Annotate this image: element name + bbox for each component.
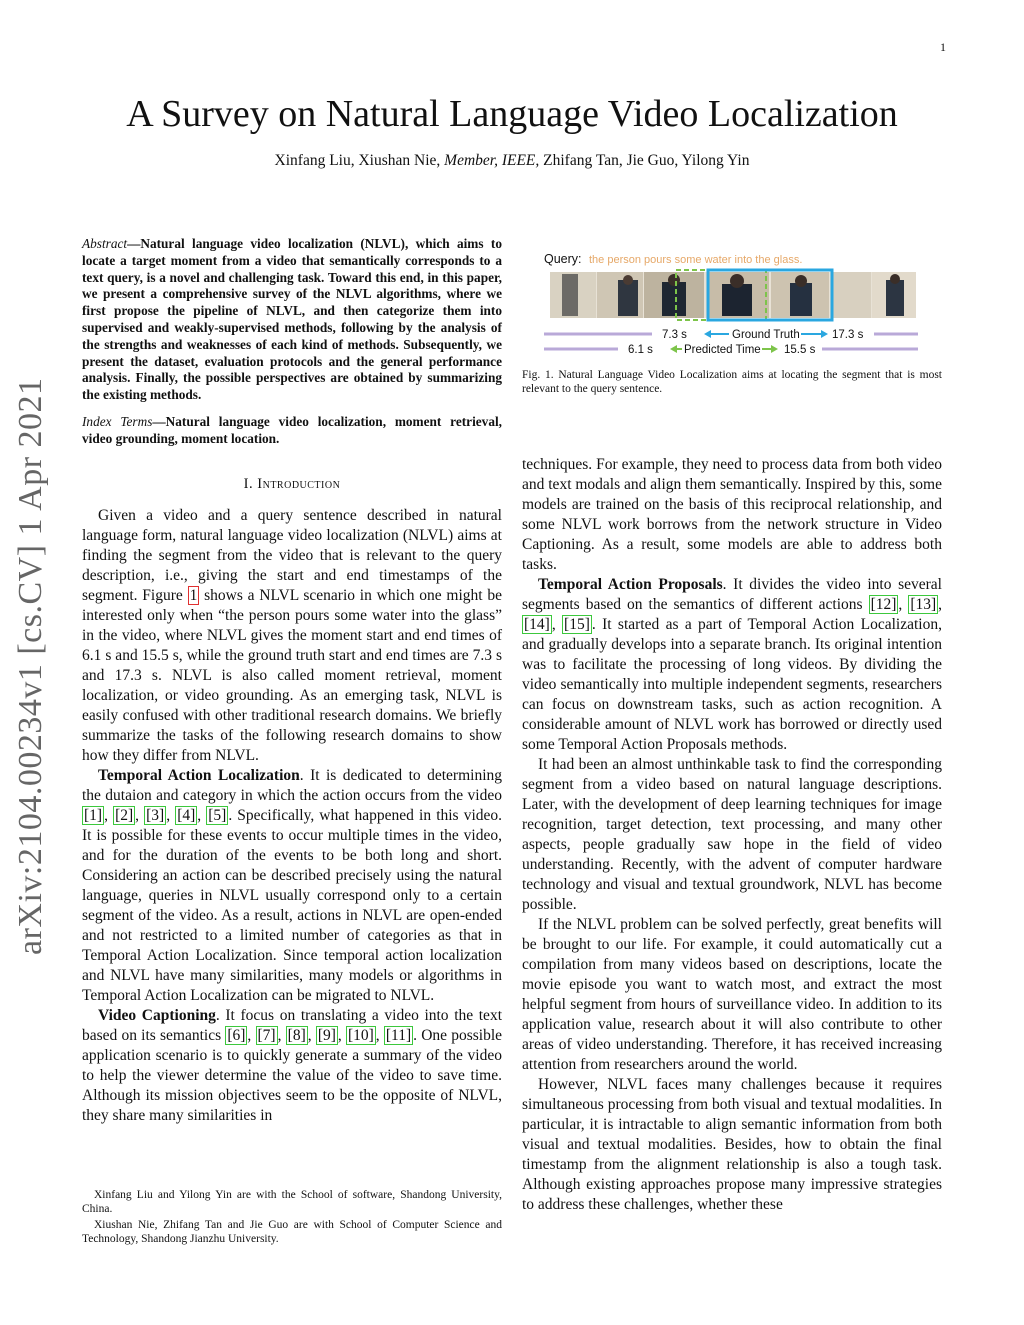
vc-continuation-paragraph: techniques. For example, they need to process data from both video and text modals and align them semantically. Inspired by this, some models are trained on the basis of this reciprocal relationship, and some NLVL work borrows from the network structure in Video Captioning. As a result, some models are able to address both tasks. xyxy=(522,456,942,573)
citation-link[interactable]: [5] xyxy=(208,806,227,824)
query-text: the person pours some water into the glass. xyxy=(589,254,803,266)
ground-truth-start: 7.3 s xyxy=(662,329,687,341)
abstract-lead: Abstract xyxy=(82,236,128,251)
author-list xyxy=(0,152,1024,170)
left-column xyxy=(82,236,502,1126)
tap-heading: Temporal Action Proposals xyxy=(538,576,723,593)
ground-truth-end: 17.3 s xyxy=(832,329,864,341)
arxiv-identifier[interactable]: arXiv:2104.00234v1 [cs.CV] 1 Apr 2021 xyxy=(12,377,49,955)
citation-link[interactable]: [1] xyxy=(84,806,103,824)
intro-text: shows a NLVL scenario in which one might be interested only when “the person pours some water into the glass” in the video, where NLVL gives the moment start and end times of 6.1 s and 15.5 s, while the ground truth start and end times are 7.3 s and 17.3 s. NLVL is also called moment retrieval, moment localization, or video grounding. As an emerging task, NLVL is easily confused with other traditional research domains. We briefly summarize the tasks of the following research domains to show how they differ from NLVL. xyxy=(82,586,503,764)
index-terms xyxy=(82,414,502,448)
predicted-end: 15.5 s xyxy=(784,344,816,356)
authors-part-2: Zhifang Tan, Jie Guo, Yilong Yin xyxy=(543,152,750,169)
figure-1 xyxy=(522,250,942,396)
history-paragraph: It had been an almost unthinkable task to find the corresponding segment from a video based on natural language descriptions. Later, with the development of deep learning techniques for image recognition, target detection, text processing, and many other aspects, people gradually saw hope in the field of video understanding. Recently, with the advent of computer hardware technology and visual and textual groundwork, NLVL has become possible. xyxy=(522,756,942,913)
tal-heading: Temporal Action Localization xyxy=(98,766,300,784)
author-membership: Member, IEEE, xyxy=(444,152,540,169)
ground-truth-label: Ground Truth xyxy=(732,329,800,341)
vc-paragraph: Video Captioning. It focus on translating a video into the text based on its semantics [6] , [7] , [8] , [9] , [10] , [11] . One possible application scenario is to quickly generate a summary of the video to help the viewer determine the value of the video to save time. Although its mission objectives seem to be the opposite of NLVL, they share many similarities in xyxy=(82,1006,503,1124)
figure-reference-link[interactable]: 1 xyxy=(189,586,198,604)
citation-link[interactable]: [12] xyxy=(870,596,897,613)
tal-text: . It is dedicated to determining the dutaion and category in which the action occurs from the video xyxy=(82,766,503,804)
citation-link[interactable]: [14] xyxy=(524,616,550,633)
footnotes xyxy=(82,1188,502,1248)
tap-text: . It started as a part of Temporal Action Localization, and gradually develops into a separate branch. Its original intention was to facilitate the processing of long videos. By dividing the video semantically into multiple independent segments, researchers can focus on downstream tasks, such as action recognition. A considerable amount of NLVL work has borrowed or directly used some Temporal Action Proposals methods. xyxy=(522,616,942,753)
citation-link[interactable]: [3] xyxy=(146,806,165,824)
citation-link[interactable]: [9] xyxy=(317,1026,336,1044)
predicted-start: 6.1 s xyxy=(628,344,653,356)
citation-link[interactable]: [15] xyxy=(564,616,590,633)
paper-title: A Survey on Natural Language Video Localization xyxy=(126,93,898,135)
predicted-label: Predicted Time xyxy=(684,344,761,356)
figure-caption: Fig. 1. Natural Language Video Localization aims at locating the segment that is most relevant to the query sentence. xyxy=(522,369,942,395)
figure-1-illustration xyxy=(522,250,942,360)
vc-text: . It focus on translating a video into the text based on its semantics xyxy=(82,1006,502,1044)
vc-text: . One possible application scenario is to quickly generate a summary of the video to help the viewer determine the value of the video to save time. Although its mission objectives seem to be the opposite of NLVL, they share many similarities in xyxy=(82,1026,503,1124)
tap-paragraph: Temporal Action Proposals. It divides the video into several segments based on the semantics of different actions [12] , [13] , [14] , [15] . It started as a part of Temporal Action Localization, and gradually develops into a separate branch. Its original intention was to facilitate the processing of long videos. By dividing the video semantically into multiple independent segments, researchers can focus on downstream tasks, such as action recognition. A considerable amount of NLVL work has borrowed or directly used some Temporal Action Proposals methods. xyxy=(522,576,943,753)
citation-link[interactable]: [6] xyxy=(227,1026,246,1044)
right-column xyxy=(522,455,942,1215)
intro-paragraph-1 xyxy=(82,506,502,766)
intro-text: Given a video and a query sentence described in natural language form, natural language video localization (NLVL) aims at finding the segment from the video that is relevant to the query description, i.e., giving the start and end timestamps of the segment. Figure xyxy=(82,506,502,604)
tal-text: . Specifically, what happened in this video. It is possible for these events to occur multiple times in the video, and for the duration of the events to be both long and short. Considering an action can be described precisely using the natural language, queries in NLVL usually correspond only to a certain segment of the video. As a result, actions in NLVL are open-ended and not restricted to a limited number of categories as that in Temporal Action Localization. Since temporal action localization and NLVL have many similarities, many models or algorithms in Temporal Action Localization can be migrated to NLVL. xyxy=(82,806,503,1004)
query-label: Query: xyxy=(544,252,582,266)
index-terms-lead: Index Terms xyxy=(82,413,153,429)
tap-text: . It divides the video into several segments based on the semantics of different actions xyxy=(522,576,942,613)
footnote: Xinfang Liu and Yilong Yin are with the School of software, Shandong University, China. xyxy=(82,1189,502,1215)
page-number: 1 xyxy=(940,40,946,54)
vc-heading: Video Captioning xyxy=(98,1006,216,1024)
section-title: Introduction xyxy=(257,475,341,492)
citation-link[interactable]: [11] xyxy=(385,1026,412,1044)
video-frame xyxy=(831,272,871,318)
authors-part-1: Xinfang Liu, Xiushan Nie, xyxy=(274,152,441,169)
section-number: I. xyxy=(243,475,254,492)
abstract xyxy=(82,236,502,404)
citation-link[interactable]: [8] xyxy=(287,1026,306,1044)
citation-link[interactable]: [4] xyxy=(177,806,196,824)
challenges-paragraph: However, NLVL faces many challenges because it requires simultaneous processing from both visual and textual modalities. In particular, it is intractable to align semantic information from both visual and textual modalities. Besides, how to obtain the final timestamp from the alignment relationship is also a tough task. Although existing approaches propose many impressive strategies to address these challenges, whether these xyxy=(522,1076,942,1213)
tal-paragraph: Temporal Action Localization. It is dedicated to determining the dutaion and category in which the action occurs from the video [1] , [2] , [3] , [4] , [5] . Specifically, what happened in this video. It is possible for these events to occur multiple times in the video, and for the duration of the events to be both long and short. Considering an action can be described precisely using the natural language, queries in NLVL usually correspond only to a certain segment of the video. As a result, actions in NLVL are open-ended and not restricted to a limited number of categories as that in Temporal Action Localization. Since temporal action localization and NLVL have many similarities, many models or algorithms in Temporal Action Localization can be migrated to NLVL. xyxy=(82,766,503,1004)
video-frame-strip xyxy=(550,272,916,318)
abstract-text: —Natural language video localization (NLVL), which aims to locate a target moment from a video that semantically corresponds to a text query, is a novel and challenging task. Toward this end, in this paper, we present a comprehensive survey of the NLVL algorithms, where we first propose the pipeline of NLVL, and then categorize them into supervised and weakly-supervised methods, following by the analysis of the strengths and weaknesses of each kind of methods. Subsequently, we present the dataset, evaluation protocols and the general performance analysis. Finally, the possible perspectives are obtained by summarizing the existing methods. xyxy=(82,236,502,403)
citation-link[interactable]: [7] xyxy=(257,1026,276,1044)
citation-link[interactable]: [13] xyxy=(910,596,937,613)
index-terms-text: —Natural language video localization, moment retrieval, video grounding, moment location. xyxy=(82,413,502,446)
footnote: Xiushan Nie, Zhifang Tan and Jie Guo are with School of Computer Science and Technology, Shandong Jianzhu University. xyxy=(82,1219,502,1245)
citation-link[interactable]: [2] xyxy=(115,806,134,824)
benefits-paragraph: If the NLVL problem can be solved perfectly, great benefits will be brought to our life. For example, it could automatically cut a compilation from many videos based on descriptions, locate the movie episode you want to watch most, and extract the most helpful segment from hours of surveillance video. In addition to its application value, research about it will also contribute to other areas of video understanding. Therefore, it has received increasing attention from researchers around the world. xyxy=(522,916,942,1073)
citation-link[interactable]: [10] xyxy=(347,1026,374,1044)
section-heading-introduction xyxy=(82,474,502,494)
